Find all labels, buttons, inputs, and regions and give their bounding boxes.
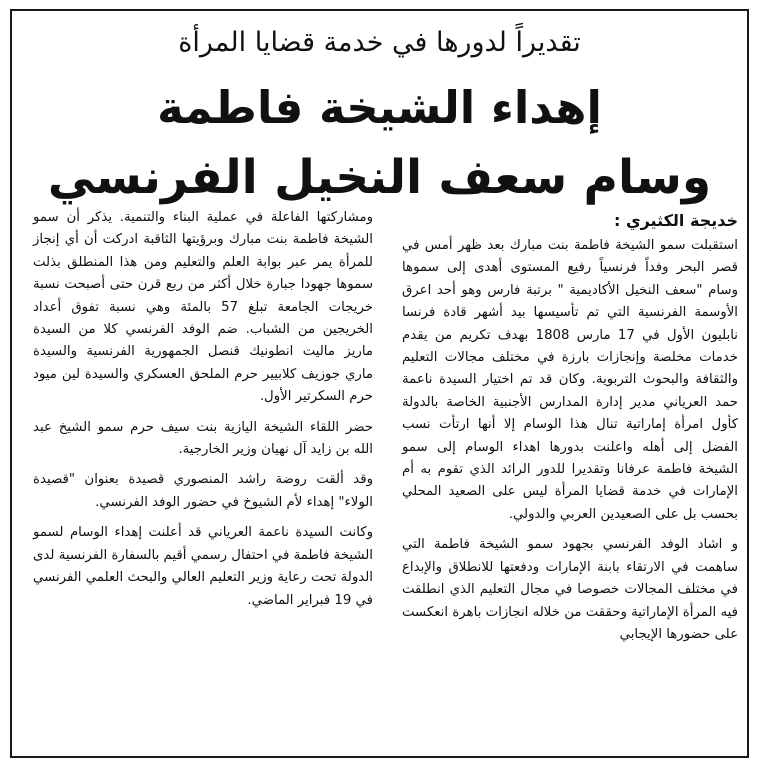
paragraph: وقد ألقت روضة راشد المنصوري قصيدة بعنوان "قصيدة الولاء" إهداء لأم الشيوخ في حضور الوفد الفرنسي. bbox=[33, 472, 373, 510]
headline-line-2: وسام سعف النخيل الفرنسي bbox=[47, 150, 712, 205]
kicker: تقديراً لدورها في خدمة قضايا المرأة bbox=[178, 27, 581, 58]
paragraph: وكانت السيدة ناعمة العرياني قد أعلنت إهداء الوسام لسمو الشيخة فاطمة في احتفال رسمي أقيم بالسفارة الفرنسية لدى الدولة تحت رعاية وزير التعليم العالي والبحث العلمي الفرنسي في 19 فبراير الماضي. bbox=[33, 525, 373, 608]
paragraph: ومشاركتها الفاعلة في عملية البناء والتنمية. يذكر أن سمو الشيخة فاطمة بنت مبارك وبرؤيتها الثاقبة ادركت أن أي إنجاز للمرأة يمر عبر بوابة العلم والتعليم ومن هذا المنطلق بذلت سموها جهودا جبارة خلال أكثر من ربع قرن حتى أصبحت نسبة خريجات الجامعة تبلغ 57 بالمئة وهي نسبة تفوق أعداد الخريجين من الشباب. ضم الوفد الفرنسي كلا من السيدة ماريز ماليت انطونيك قنصل الجمهورية الفرنسية والسيدة ماري جوزيف كلابيير حرم الملحق العسكري والسيدة لين ميود حرم السكرتير الأول. bbox=[33, 210, 374, 405]
article-column-left bbox=[33, 207, 373, 620]
article-column-right bbox=[402, 207, 738, 654]
paragraph: حضر اللقاء الشيخة اليازية بنت سيف حرم سمو الشيخ عبد الله بن زايد آل نهيان وزير الخارجية. bbox=[33, 419, 373, 458]
newspaper-clipping bbox=[10, 9, 749, 758]
byline: خديجة الكثيري : bbox=[613, 211, 738, 230]
paragraph: و اشاد الوفد الفرنسي بجهود سمو الشيخة فاطمة التي ساهمت في الارتقاء بابنة الإمارات ودفعتها للانطلاق والإبداع في مختلف المجالات خصوصا في مجال التعليم الذي انطلقت فيه المرأة الإماراتية وحققت من خلاله انجازات باهرة انعكست على حضورها الإيجابي bbox=[402, 537, 738, 642]
headline-line-1: إهداء الشيخة فاطمة bbox=[157, 81, 602, 134]
paragraph: استقبلت سمو الشيخة فاطمة بنت مبارك بعد ظهر أمس في قصر البحر وفداً فرنسياً رفيع المستوى أهدى إلى سموها وسام "سعف النخيل الأكاديمية " برتبة فارس وهو أحد اعرق الأوسمة الفرنسية التي تم تأسيسها بيد أشهر قادة فرنسا نابليون الأول في 17 مارس 1808 بهدف تكريم من يقدم خدمات مخلصة وإنجازات بارزة في مختلف مجالات التعليم والثقافة والبحوث التربوية. وكان قد تم اختيار السيدة ناعمة حمد العرياني مدير إدارة المدارس الأجنبية الخاصة بالدولة كأول امرأة إماراتية تنال هذا الوسام إلا أنها ارتأت نسب الفضل إلى أهله واعلنت بدورها اهداء الوسام إلى سمو الشيخة فاطمة عرفانا وتقديرا للدور الرائد الذي تقوم به أم الإمارات في خدمة قضايا المرأة ليس على الصعيد المحلي بحسب بل على الصعيدين العربي والدولي. bbox=[402, 238, 739, 522]
